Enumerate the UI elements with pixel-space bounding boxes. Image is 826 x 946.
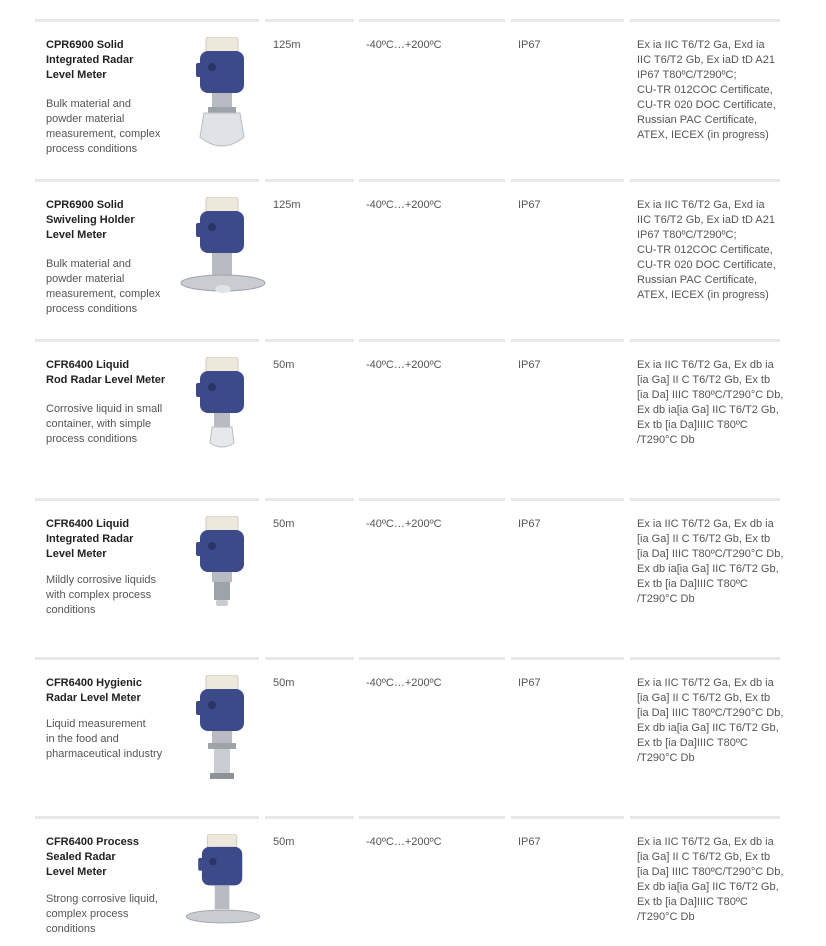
row-divider [511, 657, 624, 660]
row-divider [35, 179, 259, 182]
measuring-range: 50m [273, 677, 295, 689]
row-divider [359, 19, 505, 22]
certifications: Ex ia IIC T6/T2 Ga, Exd ia IIC T6/T2 Gb, Ex iaD tD A21 IP67 T80ºC/T290ºC; CU-TR 012COC Certificate, CU-TR 020 DOC Certificate, Russian PAC Certificate, ATEX, IECEX (in progress) [637, 39, 776, 141]
protection-rating: IP67 [518, 359, 541, 371]
radar-level-meter-rod-icon [178, 357, 268, 477]
product-description: Liquid measurement in the food and pharmaceutical industry [46, 718, 163, 760]
radar-level-meter-sealed-flange-icon [178, 834, 268, 944]
measuring-range: 125m [273, 199, 301, 211]
row-divider [35, 816, 259, 819]
row-divider [265, 498, 354, 501]
protection-rating: IP67 [518, 836, 541, 848]
table-row [0, 498, 826, 657]
row-divider [265, 179, 354, 182]
table-row [0, 19, 826, 178]
row-divider [359, 339, 505, 342]
row-divider [265, 19, 354, 22]
product-description: Strong corrosive liquid, complex process conditions [46, 893, 158, 935]
radar-level-meter-hygienic-icon [178, 675, 268, 795]
product-description: Bulk material and powder material measurement, complex process conditions [46, 258, 161, 315]
certifications: Ex ia IIC T6/T2 Ga, Ex db ia [ia Ga] II C T6/T2 Gb, Ex tb [ia Da] IIIC T80ºC/T290°C Db, Ex db ia[ia Ga] IIC T6/T2 Gb, Ex tb [ia Da]IIIC T80ºC /T290°C Db [637, 677, 784, 764]
row-divider [359, 816, 505, 819]
row-divider [630, 19, 780, 22]
certifications: Ex ia IIC T6/T2 Ga, Ex db ia [ia Ga] II C T6/T2 Gb, Ex tb [ia Da] IIIC T80ºC/T290°C Db, Ex db ia[ia Ga] IIC T6/T2 Gb, Ex tb [ia Da]IIIC T80ºC /T290°C Db [637, 518, 784, 605]
row-divider [265, 339, 354, 342]
row-divider [35, 657, 259, 660]
row-divider [35, 339, 259, 342]
process-temperature: -40ºC…+200ºC [366, 359, 442, 371]
row-divider [359, 179, 505, 182]
row-divider [630, 657, 780, 660]
process-temperature: -40ºC…+200ºC [366, 39, 442, 51]
product-name: CFR6400 Liquid Integrated Radar Level Meter [46, 518, 134, 560]
process-temperature: -40ºC…+200ºC [366, 677, 442, 689]
process-temperature: -40ºC…+200ºC [366, 199, 442, 211]
product-name: CFR6400 Hygienic Radar Level Meter [46, 677, 142, 704]
product-description: Mildly corrosive liquids with complex process conditions [46, 574, 157, 616]
radar-level-meter-horn-icon [178, 37, 268, 157]
row-divider [511, 179, 624, 182]
row-divider [511, 339, 624, 342]
row-divider [359, 657, 505, 660]
product-name: CFR6400 Liquid Rod Radar Level Meter [46, 359, 166, 386]
row-divider [630, 179, 780, 182]
radar-level-meter-flange-icon [178, 197, 268, 317]
table-row [0, 179, 826, 338]
process-temperature: -40ºC…+200ºC [366, 836, 442, 848]
product-description: Corrosive liquid in small container, with simple process conditions [46, 403, 163, 445]
protection-rating: IP67 [518, 39, 541, 51]
table-row [0, 816, 826, 946]
table-row [0, 657, 826, 816]
product-name: CPR6900 Solid Integrated Radar Level Meter [46, 39, 134, 81]
row-divider [630, 816, 780, 819]
certifications: Ex ia IIC T6/T2 Ga, Exd ia IIC T6/T2 Gb, Ex iaD tD A21 IP67 T80ºC/T290ºC; CU-TR 012COC Certificate, CU-TR 020 DOC Certificate, Russian PAC Certificate, ATEX, IECEX (in progress) [637, 199, 776, 301]
row-divider [35, 19, 259, 22]
row-divider [630, 498, 780, 501]
process-temperature: -40ºC…+200ºC [366, 518, 442, 530]
protection-rating: IP67 [518, 677, 541, 689]
radar-level-meter-threaded-icon [178, 516, 268, 636]
certifications: Ex ia IIC T6/T2 Ga, Ex db ia [ia Ga] II C T6/T2 Gb, Ex tb [ia Da] IIIC T80ºC/T290°C Db, Ex db ia[ia Ga] IIC T6/T2 Gb, Ex tb [ia Da]IIIC T80ºC /T290°C Db [637, 359, 784, 446]
product-name: CPR6900 Solid Swiveling Holder Level Meter [46, 199, 135, 241]
protection-rating: IP67 [518, 199, 541, 211]
row-divider [511, 816, 624, 819]
row-divider [630, 339, 780, 342]
measuring-range: 125m [273, 39, 301, 51]
measuring-range: 50m [273, 518, 295, 530]
product-name: CFR6400 Process Sealed Radar Level Meter [46, 836, 139, 878]
row-divider [265, 657, 354, 660]
product-description: Bulk material and powder material measurement, complex process conditions [46, 98, 161, 155]
measuring-range: 50m [273, 359, 295, 371]
row-divider [511, 498, 624, 501]
measuring-range: 50m [273, 836, 295, 848]
row-divider [511, 19, 624, 22]
table-row [0, 339, 826, 498]
row-divider [359, 498, 505, 501]
protection-rating: IP67 [518, 518, 541, 530]
certifications: Ex ia IIC T6/T2 Ga, Ex db ia [ia Ga] II C T6/T2 Gb, Ex tb [ia Da] IIIC T80ºC/T290°C Db, Ex db ia[ia Ga] IIC T6/T2 Gb, Ex tb [ia Da]IIIC T80ºC /T290°C Db [637, 836, 784, 923]
row-divider [265, 816, 354, 819]
row-divider [35, 498, 259, 501]
